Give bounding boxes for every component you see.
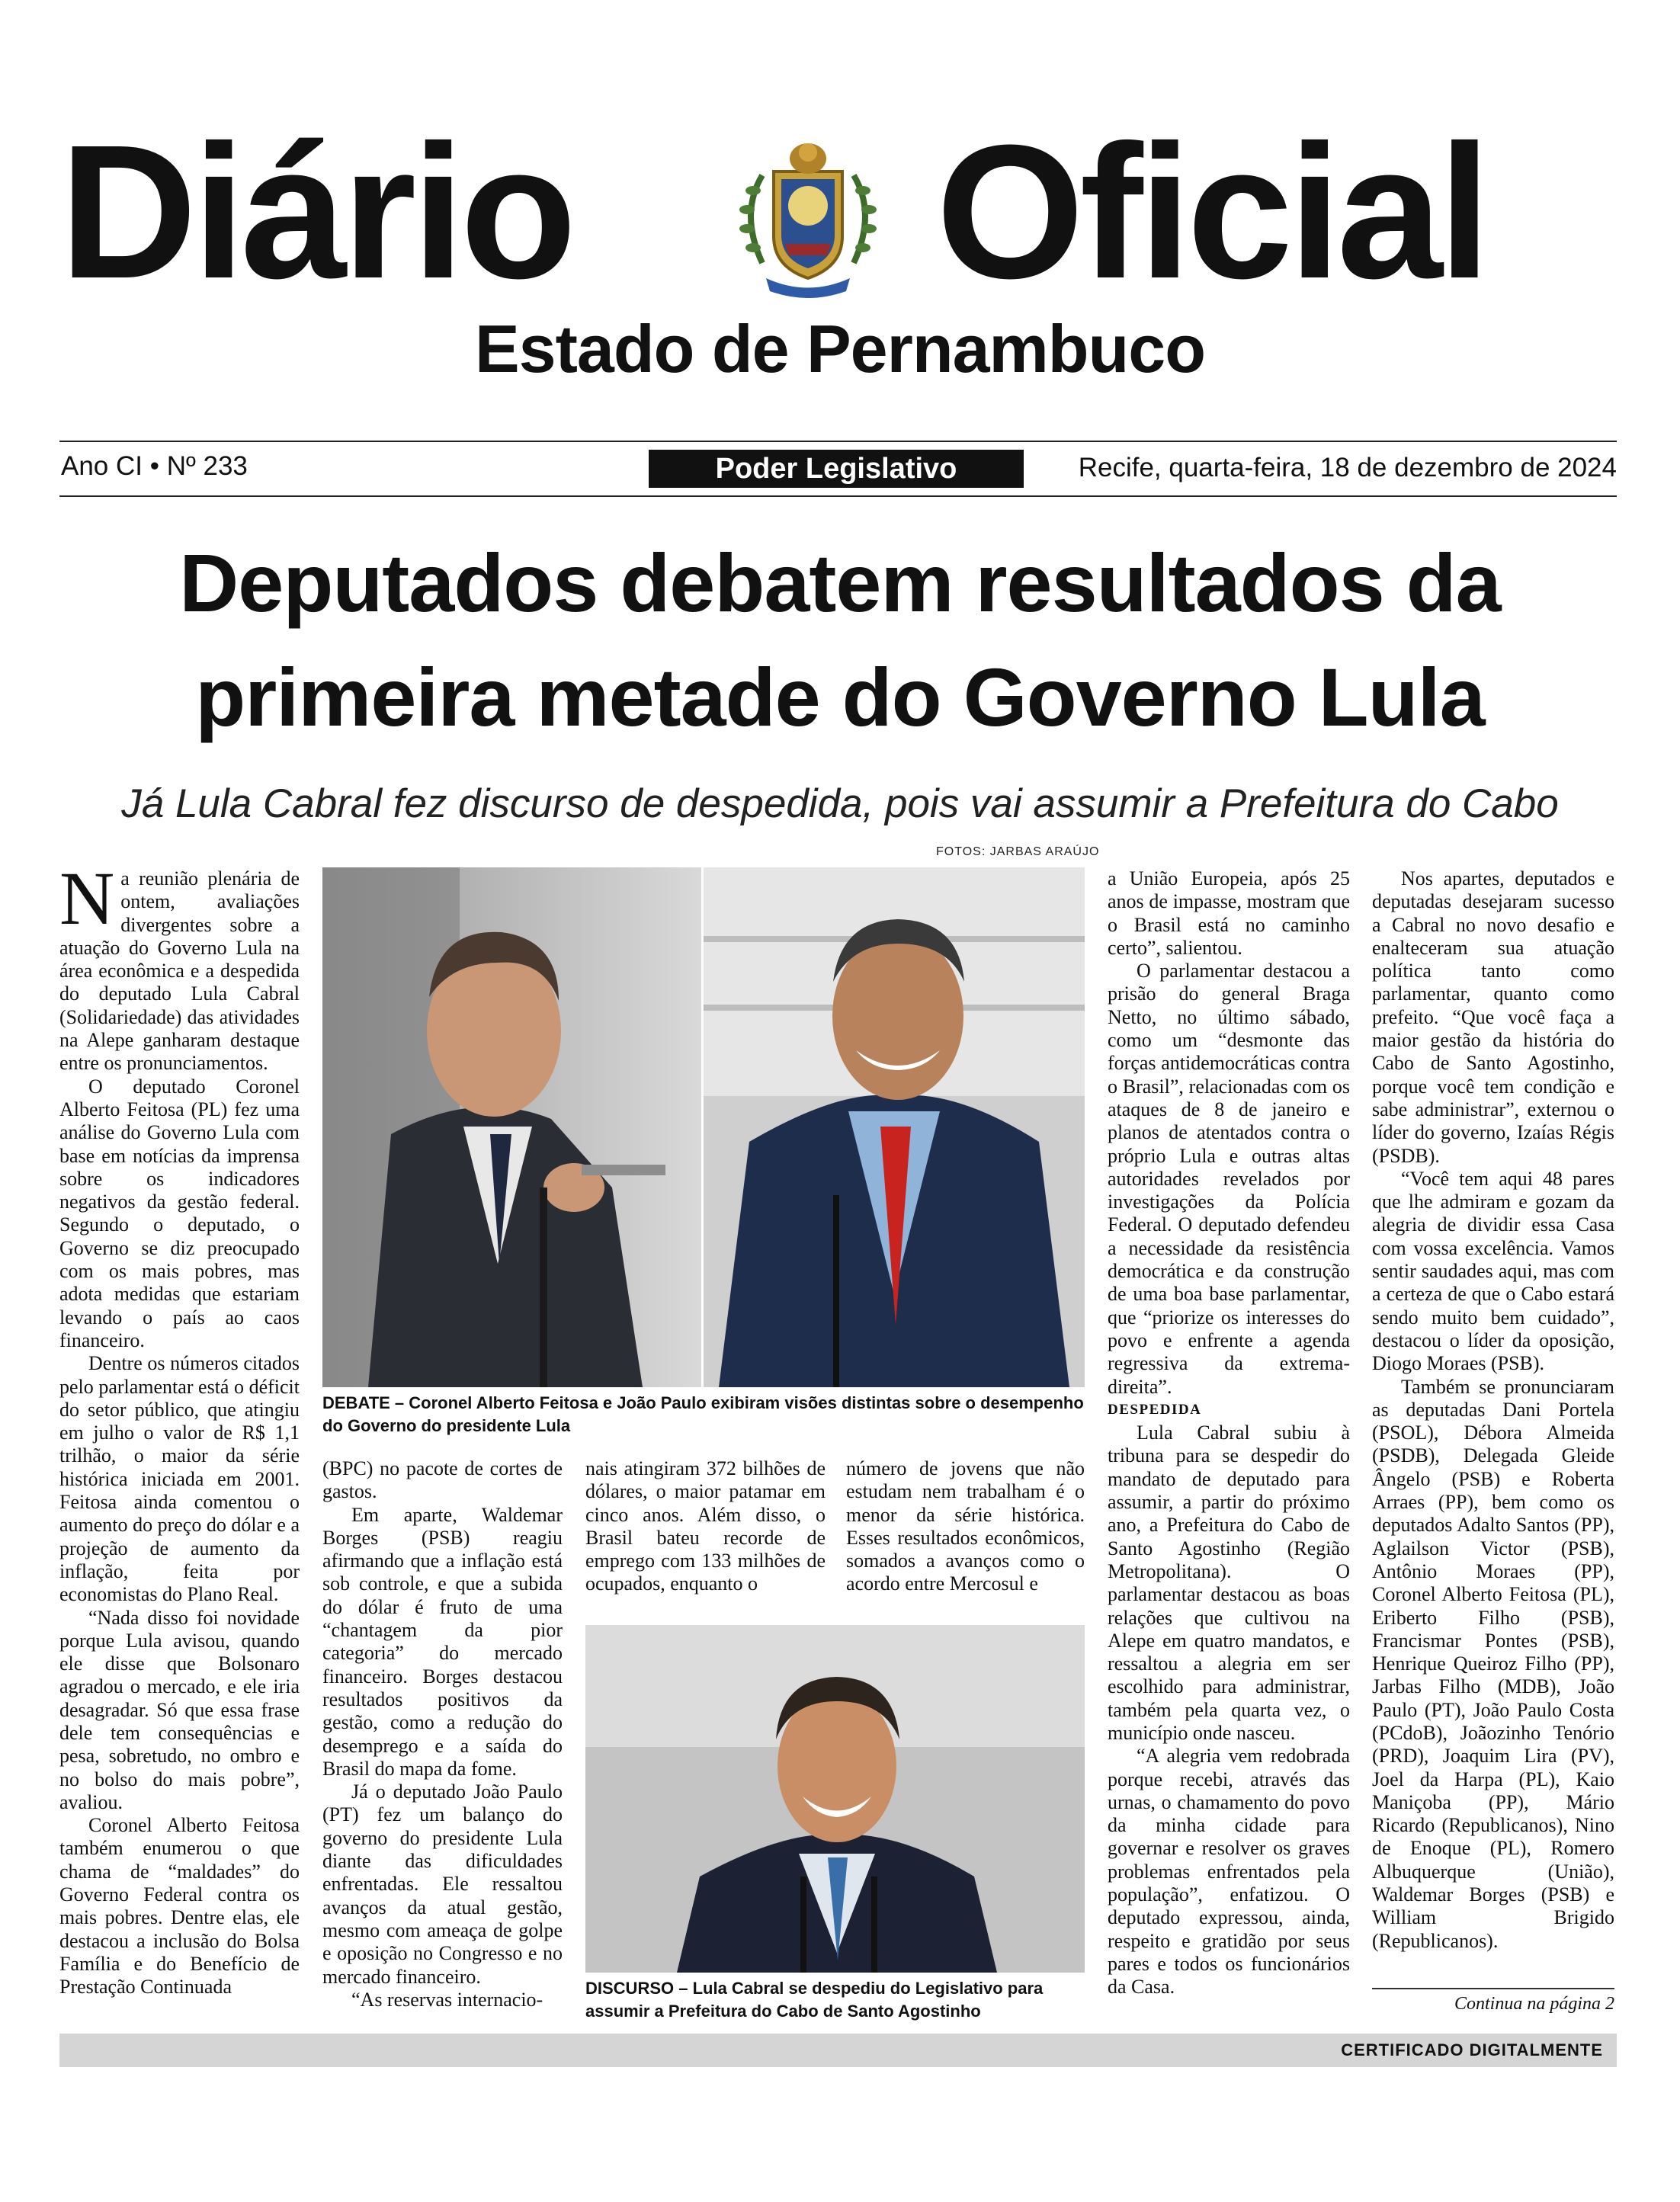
paragraph: nais atingiram 372 bilhões de dólares, o maior patamar em cinco anos. Além disso, o Brasil bateu recorde de emprego com 133 milhões de ocupados, enquanto o [585, 1457, 826, 1595]
paragraph: O parlamentar destacou a prisão do general Braga Netto, no último sábado, como um “desmonte das forças antidemocráticas contra o Brasil”, relacionadas com os ataques de 8 de janeiro e planos de atentados contra o próprio Lula e outras altas autoridades revelados por investigações da Polícia Federal. O deputado defendeu a necessidade da resistência democrática e da construção de uma boa base parlamentar, que “priorize os interesses do povo e enfrente a agenda regressiva da extrema-direita”. [1108, 960, 1350, 1398]
paragraph: Já o deputado João Paulo (PT) fez um balanço do governo do presidente Lula diante das dificuldades enfrentadas. Ele ressaltou avanços da atual gestão, mesmo com ameaça de golpe e oposição no Congresso e no mercado financeiro. [322, 1781, 563, 1988]
article-column-3 [585, 1457, 826, 1596]
paragraph: O deputado Coronel Alberto Feitosa (PL) fez uma análise do Governo Lula com base em notícias da imprensa sobre os indicadores negativos da gestão federal. Segundo o deputado, o Governo se diz preocupado com os mais pobres, mas adota medidas que estariam levando o país ao caos financeiro. [59, 1075, 300, 1351]
article-column-4 [846, 1457, 1085, 1596]
paragraph: a União Europeia, após 25 anos de impasse, mostram que o Brasil está no caminho certo”, salientou. [1108, 867, 1350, 959]
paragraph: número de jovens que não estudam nem trabalham é o menor da série histórica. Esses resultados econômicos, somados a avanços como o acordo entre Mercosul e [846, 1457, 1085, 1595]
paragraph: “Você tem aqui 48 pares que lhe admiram e gozam da alegria de dividir essa Casa com vossa excelência. Vamos sentir saudades aqui, mas com a certeza de que o Cabo estará sendo muito bem cuidado”, destacou o líder da oposição, Diogo Moraes (PSB). [1372, 1167, 1614, 1375]
headline-line1: Deputados debatem resultados da [179, 537, 1501, 629]
article-column-6 [1372, 867, 1614, 1953]
headline-line2: primeira metade do Governo Lula [195, 651, 1485, 743]
paragraph: Nos apartes, deputados e deputadas desejaram sucesso a Cabral no novo desafio e enalteceram sua atuação política tanto como parlamentar, quanto como prefeito. “Que você faça a maior gestão da história do Cabo de Santo Agostinho, porque você tem condição e sabe administrar”, externou o líder do governo, Izaías Régis (PSDB). [1372, 867, 1614, 1167]
headline [59, 526, 1621, 755]
section-subhead: DESPEDIDA [1108, 1401, 1202, 1418]
masthead-title-left: Diário [59, 105, 572, 318]
photo-coronel-alberto-feitosa [322, 867, 701, 1387]
continua-link[interactable]: Continua na página 2 [1454, 1994, 1614, 2014]
paragraph: “As reservas internacio- [351, 1988, 543, 2011]
dateline: Recife, quarta-feira, 18 de dezembro de 2024 [1078, 453, 1617, 482]
paragraph: Coronel Alberto Feitosa também enumerou o que chama de “maldades” do Governo Federal contra os mais pobres. Dentre elas, ele destacou a inclusão do Bolsa Família e do Benefício de Prestação Continuada [59, 1814, 300, 1998]
certificate-bar [59, 2034, 1617, 2067]
photo-lula-cabral [585, 1625, 1085, 1973]
paragraph: “Nada disso foi novidade porque Lula avisou, quando ele disse que Bolsonaro agradou o mercado, e ele iria desagradar. Só que essa frase dele tem consequências e pesa, sobretudo, no ombro e no bolso do mais pobre”, avaliou. [59, 1606, 300, 1813]
paragraph: (BPC) no pacote de cortes de gastos. [322, 1457, 563, 1503]
dropcap: N [59, 856, 115, 941]
paragraph: “A alegria vem redobrada porque recebi, através das urnas, o chamamento do povo da minha cidade para governar e resolver os graves problemas enfrentados pela população”, enfatizou. O deputado expressou, ainda, respeito e gratidão por seus pares e todos os funcionários da Casa. [1108, 1745, 1350, 1998]
deck: Já Lula Cabral fez discurso de despedida, pois vai assumir a Prefeitura do Cabo [121, 781, 1559, 826]
photo-caption-bottom: DISCURSO – Lula Cabral se despediu do Legislativo para assumir a Prefeitura do Cabo de Santo Agostinho [585, 1979, 1044, 2021]
article-column-2 [322, 1457, 563, 2011]
paragraph: Lula Cabral subiu à tribuna para se despedir do mandato de deputado para assumir, a partir do próximo ano, a Prefeitura do Cabo de Santo Agostinho (Região Metropolitana). O parlamentar destacou as boas relações que cultivou na Alepe em quatro mandatos, e ressaltou a alegria em ser escolhido para administrar, também pela quarta vez, o município onde nasceu. [1108, 1422, 1350, 1744]
paragraph: Dentre os números citados pelo parlamentar está o déficit do setor público, que atingiu em julho o valor de R$ 1,1 trilhão, o maior da série histórica iniciada em 2001. Feitosa ainda comentou o aumento do preço do dólar e a projeção de aumento da inflação, feita por economistas do Plano Real. [59, 1352, 300, 1606]
edition-number: Ano CI • Nº 233 [61, 451, 248, 481]
photo-joao-paulo [704, 867, 1085, 1387]
article-column-5 [1108, 867, 1350, 1999]
bottom-rule [59, 495, 1617, 497]
certificate-label: CERTIFICADO DIGITALMENTE [1341, 2040, 1603, 2059]
paragraph: Também se pronunciaram as deputadas Dani Portela (PSOL), Débora Almeida (PSDB), Delegada Gleide Ângelo (PSB) e Roberta Arraes (PP), bem como os deputados Adalto Santos (PP), Aglailson Victor (PSB), Antônio Moraes (PP), Coronel Alberto Feitosa (PL), Eriberto Filho (PSB), Francismar Pontes (PSB), Henrique Queiroz Filho (PP), Jarbas Filho (MDB), João Paulo (PT), João Paulo Costa (PCdoB), Joãozinho Tenório (PRD), Joaquim Lira (PV), Joel da Harpa (PL), Kaio Maniçoba (PP), Mário Ricardo (Republicanos), Nino de Enoque (PL), Romero Albuquerque (União), Waldemar Borges (PSB) e William Brigido (Republicanos). [1372, 1375, 1614, 1952]
top-rule [59, 441, 1617, 442]
masthead-subtitle: Estado de Pernambuco [474, 311, 1205, 386]
masthead-title-right: Oficial [936, 105, 1487, 318]
paragraph: Em aparte, Waldemar Borges (PSB) reagiu afirmando que a inflação está sob controle, e que a subida do dólar é fruto de uma “chantagem da pior categoria” do mercado financeiro. Borges destacou resultados positivos da gestão, como a redução do desemprego e a saída do Brasil do mapa da fome. [322, 1503, 563, 1780]
photo-credit: FOTOS: JARBAS ARAÚJO [936, 845, 1100, 858]
photo-caption-top: DEBATE – Coronel Alberto Feitosa e João Paulo exibiram visões distintas sobre o desempenho do Governo do presidente Lula [322, 1393, 1084, 1435]
paragraph: a reunião plenária de ontem, avaliações divergentes sobre a atuação do Governo Lula na área econômica e a despedida do deputado Lula Cabral (Solidariedade) das atividades na Alepe ganharam destaque entre os pronunciamentos. [59, 867, 300, 1075]
article-column-1 [59, 856, 300, 1999]
section-label: Poder Legislativo [649, 450, 1024, 488]
continua-rule [1372, 1988, 1614, 1989]
pernambuco-coat-of-arms-icon [732, 130, 884, 301]
